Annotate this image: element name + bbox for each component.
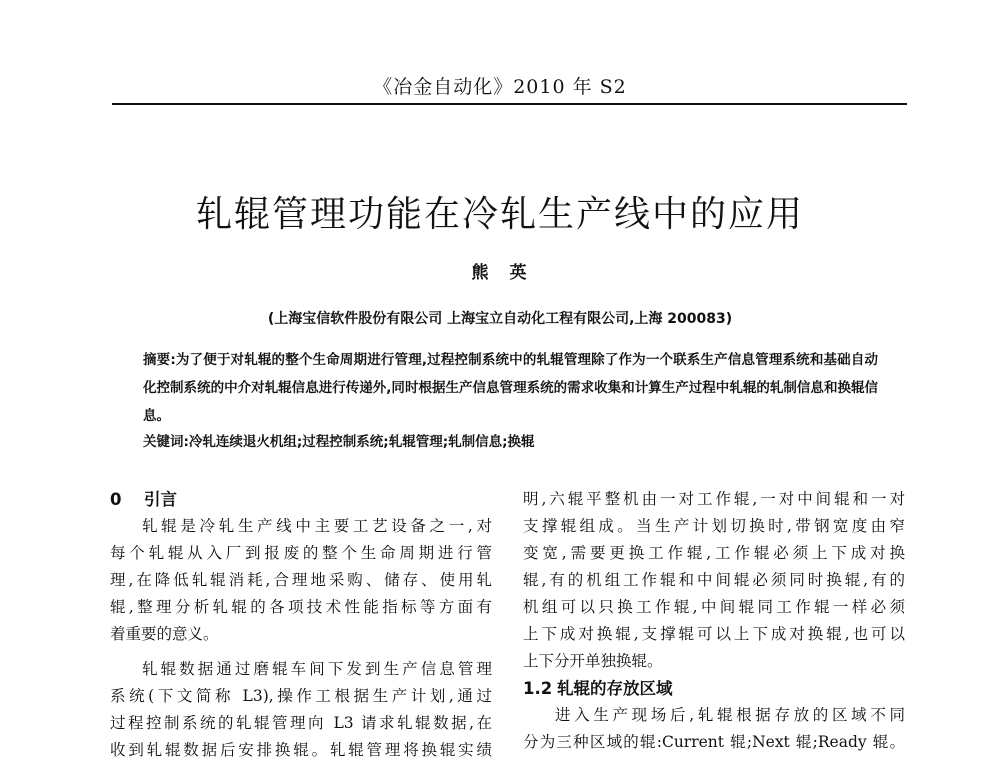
paragraph-line: 变宽,需要更换工作辊,工作辊必须上下成对换: [523, 544, 905, 562]
keywords: 关键词:冷轧连续退火机组;过程控制系统;轧辊管理;轧制信息;换辊: [143, 434, 535, 450]
paragraph-line: 辊,有的机组工作辊和中间辊必须同时换辊,有的: [523, 571, 905, 589]
left-column: [110, 486, 492, 764]
paragraph-line: 上下分开单独换辊。: [523, 652, 663, 670]
paragraph-line: 支撑辊组成。当生产计划切换时,带钢宽度由窄: [523, 517, 905, 535]
paragraph-gap: [110, 648, 492, 656]
paragraph-line: 理,在降低轧辊消耗,合理地采购、储存、使用轧: [110, 571, 492, 589]
paragraph-line: 进入生产现场后,轧辊根据存放的区域不同: [555, 706, 905, 724]
section-number: 0: [110, 490, 122, 509]
paragraph-line: 轧辊数据通过磨辊车间下发到生产信息管理: [142, 660, 492, 678]
section-title: 引言: [144, 490, 177, 509]
section-title: 轧辊的存放区域: [557, 679, 673, 698]
author: 熊 英: [471, 263, 529, 283]
header-rule: [112, 103, 907, 105]
section-heading-storage: [523, 675, 905, 702]
affiliation: (上海宝信软件股份有限公司 上海宝立自动化工程有限公司,上海 200083): [267, 311, 733, 327]
paragraph-line: 过程控制系统的轧辊管理向 L3 请求轧辊数据,在: [110, 714, 492, 732]
paragraph-line: 收到轧辊数据后安排换辊。轧辊管理将换辊实绩: [110, 741, 492, 759]
paragraph-line: 辊,整理分析轧辊的各项技术性能指标等方面有: [110, 598, 492, 616]
paragraph-line: 系统(下文简称 L3),操作工根据生产计划,通过: [110, 687, 492, 705]
paragraph-line: 分为三种区域的辊:Current 辊;Next 辊;Ready 辊。: [523, 733, 905, 751]
section-heading-intro: [110, 486, 492, 513]
paragraph-line: 轧辊是冷轧生产线中主要工艺设备之一,对: [142, 517, 492, 535]
paper-title: 轧辊管理功能在冷轧生产线中的应用: [195, 194, 804, 235]
abstract: 摘要:为了便于对轧辊的整个生命周期进行管理,过程控制系统中的轧辊管理除了作为一个联系生产信息管理系统和基础自动化控制系统的中介对轧辊信息进行传递外,同时根据生产信息管理系统的需求收集和计算生产过程中轧辊的轧制信息和换辊信息。: [143, 352, 878, 424]
paragraph-line: 明,六辊平整机由一对工作辊,一对中间辊和一对: [523, 490, 905, 508]
journal-header: 《冶金自动化》2010 年 S2: [373, 76, 627, 98]
paragraph-line: 着重要的意义。: [110, 625, 219, 643]
section-number: 1.2: [523, 679, 553, 698]
paragraph-line: 上下成对换辊,支撑辊可以上下成对换辊,也可以: [523, 625, 905, 643]
paragraph-line: 机组可以只换工作辊,中间辊同工作辊一样必须: [523, 598, 905, 616]
paragraph-line: 每个轧辊从入厂到报废的整个生命周期进行管: [110, 544, 492, 562]
right-column: [523, 486, 905, 756]
